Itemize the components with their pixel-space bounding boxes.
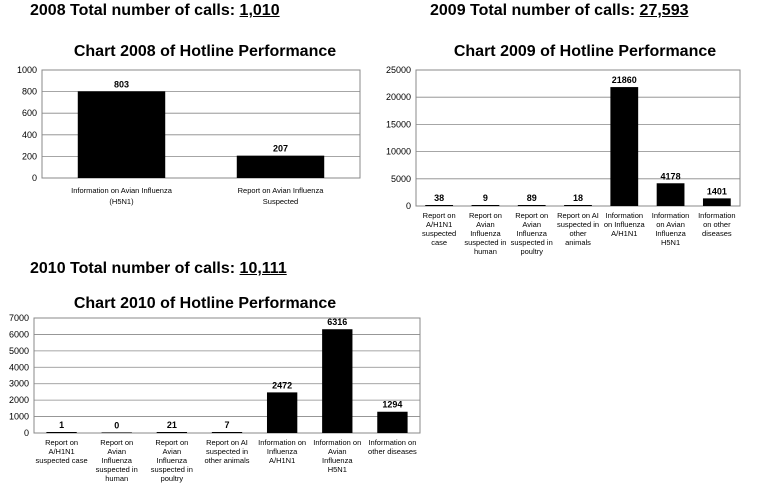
header-2008-number: 1,010	[239, 2, 280, 19]
chart-2008-y-tick-label: 200	[21, 151, 37, 162]
chart-2008-y-tick-label: 600	[21, 108, 37, 119]
chart-2010-title: Chart 2010 of Hotline Performance	[73, 295, 337, 312]
chart-2010-bar	[46, 432, 76, 433]
chart-2010-data-label: 6316	[327, 317, 348, 328]
chart-2010-y-tick-label: 2000	[8, 395, 29, 406]
category-label-line: poultry	[160, 474, 184, 483]
chart-2009-y-tick-label: 5000	[390, 173, 411, 184]
category-label-line: A/H1N1	[48, 447, 75, 456]
chart-2009-category-label	[604, 211, 646, 238]
chart-2010-category-label	[204, 438, 249, 465]
category-label-line: Influenza	[655, 229, 686, 238]
chart-2009-data-label: 18	[572, 193, 584, 203]
chart-2009-y-tick-label: 20000	[385, 92, 411, 103]
chart-2010-plot-area	[34, 318, 420, 433]
chart-2008-y-tick-label: 0	[31, 173, 37, 183]
chart-2009-bar	[425, 205, 453, 206]
category-label-line: suspected in	[150, 465, 193, 474]
chart-2010-y-tick-label: 7000	[8, 313, 29, 323]
chart-2009-y-tick-label: 15000	[385, 119, 411, 130]
category-label-line: suspected	[422, 229, 457, 238]
category-label-line: suspected in	[205, 447, 249, 456]
chart-2008-data-label: 207	[272, 143, 289, 154]
chart-2010-y-tick-label: 6000	[8, 329, 29, 340]
chart-2010-bar	[377, 412, 407, 433]
chart-2010-category-label	[151, 438, 193, 483]
category-label-line: Information	[698, 211, 736, 220]
chart-2010-category-label	[258, 438, 306, 465]
chart-2010-data-label: 2472	[272, 380, 293, 391]
chart-2009-category-label	[422, 211, 456, 247]
category-label-line: Influenza	[470, 229, 501, 238]
chart-2008-y-tick-label: 1000	[16, 65, 37, 75]
chart-2008-data-label: 803	[113, 79, 130, 90]
category-label-line: Report on	[45, 438, 79, 447]
chart-2010-y-tick-label: 5000	[8, 345, 29, 356]
category-label-line: Influenza	[101, 456, 132, 465]
category-label-line: Information on	[368, 438, 417, 447]
chart-2008-category-label	[71, 186, 173, 206]
category-label-line: Information on	[313, 438, 362, 447]
chart-2010-bar	[212, 432, 242, 433]
category-label-line: Avian	[327, 447, 347, 456]
chart-2010-y-tick-label: 1000	[8, 411, 29, 422]
category-label-line: Influenza	[322, 456, 353, 465]
category-label-line: H5N1	[660, 238, 681, 247]
category-label-line: Avian	[107, 447, 127, 456]
chart-2010-data-label: 21	[166, 420, 177, 430]
category-label-line: Report on	[100, 438, 134, 447]
chart-2010-bar	[157, 432, 187, 433]
chart-2008-title: Chart 2008 of Hotline Performance	[73, 43, 337, 60]
category-label-line: Information on	[258, 438, 307, 447]
chart-2009-data-label: 1401	[706, 186, 727, 197]
chart-2009-data-label: 38	[434, 193, 445, 203]
category-label-line: Influenza	[516, 229, 547, 238]
chart-2010-category-label	[313, 438, 361, 474]
chart-2010-y-tick-label: 4000	[8, 362, 29, 373]
chart-2010-data-label: 0	[114, 420, 120, 431]
category-label-line: Avian	[162, 447, 182, 456]
chart-2009-data-label: 21860	[611, 75, 637, 86]
category-label-line: Suspected	[262, 197, 299, 206]
chart-2010-bar	[267, 392, 297, 433]
chart-2010-data-label: 1	[59, 420, 65, 430]
chart-2009-category-label	[698, 211, 736, 238]
header-2010-prefix: 2010 Total number of calls:	[30, 260, 236, 277]
chart-2009-data-label: 4178	[660, 171, 681, 182]
chart-2010-y-tick-label: 0	[23, 428, 29, 438]
chart-2010-bar	[322, 329, 352, 433]
category-label-line: other animals	[204, 456, 250, 465]
category-label-line: suspected in	[510, 238, 553, 247]
category-label-line: Avian	[476, 220, 495, 229]
chart-2009-bar	[564, 205, 592, 206]
category-label-line: Report on Avian Influenza	[237, 186, 324, 195]
chart-2009-bar	[703, 198, 731, 206]
category-label-line: Information	[605, 211, 644, 220]
chart-2009-category-label	[511, 211, 553, 256]
category-label-line: poultry	[520, 247, 543, 256]
category-label-line: Report on AI	[206, 438, 248, 447]
chart-2010-y-tick-label: 3000	[8, 378, 29, 389]
chart-2010-category-label	[36, 438, 88, 465]
category-label-line: Report on	[422, 211, 456, 220]
chart-2009-bar	[657, 183, 685, 206]
chart-2010-category-label	[96, 438, 138, 483]
chart-2008-y-tick-label: 800	[21, 86, 37, 97]
category-label-line: Report on	[468, 211, 502, 220]
chart-2010-bar	[102, 432, 132, 433]
category-label-line: A/H1N1	[426, 220, 453, 229]
chart-2008-category-label	[238, 186, 325, 206]
header-2009-number: 27,593	[639, 2, 689, 19]
category-label-line: diseases	[702, 229, 732, 238]
chart-2010-category-label	[368, 438, 417, 456]
chart-2009-plot-area	[416, 70, 740, 206]
category-label-line: on other	[703, 220, 731, 229]
chart-2009-y-tick-label: 25000	[385, 65, 411, 75]
header-2008-prefix: 2008 Total number of calls:	[30, 2, 236, 19]
header-2009-prefix: 2009 Total number of calls:	[430, 2, 636, 19]
chart-2009-category-label	[464, 211, 506, 256]
category-label-line: Information on Avian Influenza	[71, 186, 172, 195]
chart-2008-bar	[78, 91, 165, 178]
category-label-line: (H5N1)	[109, 197, 134, 206]
chart-2009-bar	[472, 205, 500, 206]
category-label-line: Influenza	[266, 447, 298, 456]
chart-2009-y-tick-label: 10000	[385, 146, 411, 157]
chart-2010-data-label: 1294	[382, 399, 403, 410]
chart-2009-category-label	[652, 211, 690, 247]
category-label-line: human	[473, 247, 497, 256]
chart-2009-title: Chart 2009 of Hotline Performance	[453, 43, 717, 60]
category-label-line: Information	[651, 211, 690, 220]
category-label-line: on Avian	[656, 220, 685, 229]
category-label-line: Report on	[155, 438, 189, 447]
category-label-line: suspected in	[556, 220, 600, 229]
category-label-line: Report on	[515, 211, 549, 220]
category-label-line: other diseases	[368, 447, 417, 456]
category-label-line: H5N1	[327, 465, 347, 474]
category-label-line: animals	[565, 238, 591, 247]
chart-2009-bar	[610, 87, 638, 206]
chart-2010-data-label: 7	[224, 420, 230, 430]
category-label-line: human	[105, 474, 129, 483]
chart-2009-y-tick-label: 0	[405, 201, 411, 211]
category-label-line: Influenza	[156, 456, 188, 465]
chart-2009-category-label	[557, 211, 599, 247]
category-label-line: suspected case	[35, 456, 88, 465]
category-label-line: A/H1N1	[269, 456, 296, 465]
category-label-line: Avian	[522, 220, 542, 229]
category-label-line: suspected in	[95, 465, 138, 474]
chart-2009-data-label: 89	[526, 193, 537, 203]
chart-2008-y-tick-label: 400	[21, 129, 37, 140]
category-label-line: other	[569, 229, 587, 238]
category-label-line: case	[431, 238, 448, 247]
category-label-line: on Influenza	[603, 220, 645, 229]
chart-2009-data-label: 9	[482, 193, 488, 203]
chart-2009-bar	[518, 205, 546, 206]
category-label-line: suspected in	[464, 238, 507, 247]
category-label-line: A/H1N1	[611, 229, 638, 238]
header-2010-number: 10,111	[239, 260, 287, 277]
chart-2008-bar	[237, 156, 324, 178]
category-label-line: Report on AI	[557, 211, 599, 220]
